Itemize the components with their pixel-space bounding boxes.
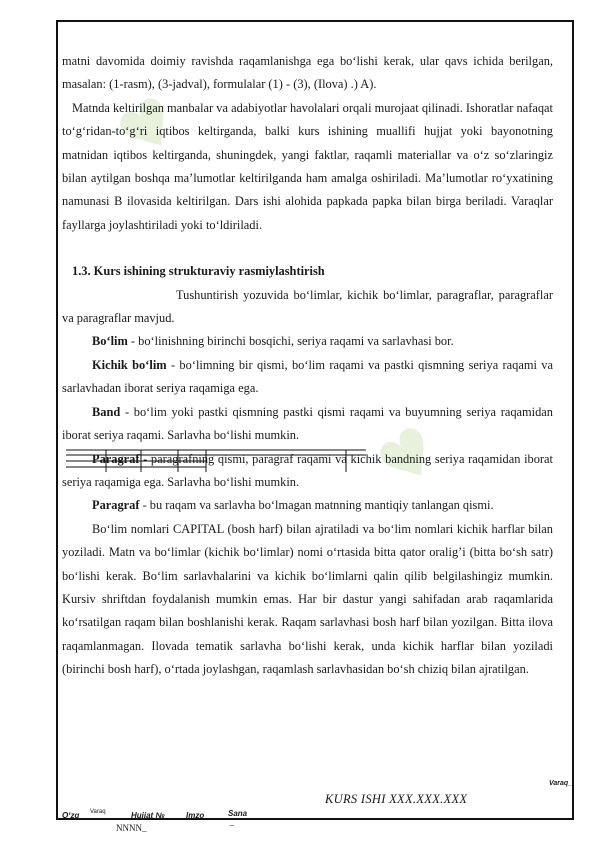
term-paragraf-1: Paragraf bbox=[92, 451, 140, 466]
label-ozg: O‘zg bbox=[62, 811, 80, 820]
text-paragraf-2: - bu raqam va sarlavha bo‘lmagan matnning mantiqiy tanlangan qismi. bbox=[139, 498, 494, 513]
watermark-mid: ♥ bbox=[364, 409, 458, 505]
label-hujjat: Hujjat № bbox=[131, 811, 165, 820]
stamp-grid-lines bbox=[66, 444, 366, 474]
paragraph-3: Tushuntirish yozuvida bo‘limlar, kichik bo‘limlar, paragraflar, paragraflar va paragraflar mavjud. bbox=[62, 287, 553, 326]
document-body bbox=[62, 50, 553, 682]
watermark-top: ♥ bbox=[104, 79, 198, 175]
label-nnnn: NNNN_ bbox=[116, 823, 147, 833]
term-band: Band bbox=[92, 404, 121, 419]
paragraph-paragraf-2 bbox=[62, 494, 553, 517]
paragraph-2: Matnda keltirilgan manbalar va adabiyotlar havolalari orqali murojaat qilinadi. Ishoratlar nafaqat to‘g‘ridan-to‘g‘ri iqtibos keltirganda, balki kurs ishining muallifi hujjat yoki bayonotning matnidan iqtibos keltirganda, shuningdek, yangi faktlar, raqamli materiallar va o‘z so‘zlaringiz bilan aytilgan boshqa ma’lumotlar keltirilganda ham amalga oshiriladi. Ma’lumotlar ro‘yxatining namunasi B ilovasida keltirilgan. Dars ishi alohida papkada papka bilan birga beriladi. Varaqlar fayllarga joylashtiriladi yoki to‘ldiriladi. bbox=[62, 100, 553, 232]
label-sana: Sana bbox=[228, 809, 248, 818]
term-paragraf-2: Paragraf bbox=[92, 498, 140, 513]
section-heading: 1.3. Kurs ishining strukturaviy rasmiylashtirish bbox=[72, 264, 325, 279]
paragraph-band bbox=[62, 401, 553, 448]
paragraph-final: Bo‘lim nomlari CAPITAL (bosh harf) bilan ajratiladi va bo‘lim nomlari kichik harflar bilan yoziladi. Matn va bo‘limlar (kichik bo‘limlar) nomi o‘rtasida bitta qator oralig’i (bitta bo‘sh satr) bo‘lishi kerak. Bo‘lim sarlavhalarini va kichik bo‘limlarni qalin qilib belgilashingiz mumkin. Kursiv shriftdan foydalanish mumkin emas. Har bir dastur yangi sahifadan arab raqamlarida ko‘rsatilgan raqam bilan boshlanishi kerak. Raqam sarlavhasi bosh harf bilan yozilgan. Bitta ilova raqamlanmagan. Ilovada tematik sarlavha bo‘lishi kerak, unda kichik harflar bilan yoziladi (birinchi bosh harf), o‘rtada joylashgan, raqamlash sarlavhasidan bo‘sh chiziq bilan ajratilgan. bbox=[62, 521, 553, 677]
label-varaq: Varaq bbox=[90, 809, 106, 815]
sheet-label-right: Varaq_ bbox=[549, 780, 573, 787]
paragraph-bolim bbox=[62, 330, 553, 353]
spacer bbox=[62, 237, 553, 260]
term-bolim: Bo‘lim bbox=[92, 334, 128, 349]
paragraph-kichik-bolim bbox=[62, 354, 553, 401]
text-band: - bo‘lim yoki pastki qismning pastki qismi raqami va buyumning seriya raqamidan iborat seriya raqami. Sarlavha bo‘lishi mumkin. bbox=[62, 404, 553, 443]
text-kichik-bolim: - bo‘limning bir qismi, bo‘lim raqami va pastki qismning seriya raqami va sarlavhadan iborat seriya raqamiga ega. bbox=[62, 357, 554, 396]
label-sana-dash: _ bbox=[230, 819, 234, 826]
footer-title: KURS ISHI XXX.XXX.XXX bbox=[325, 792, 468, 806]
text-bolim: - bo‘linishning birinchi bosqichi, seriya raqami va sarlavhasi bor. bbox=[127, 334, 454, 349]
label-imzo: Imzo_ bbox=[186, 811, 209, 820]
term-kichik-bolim: Kichik bo‘lim bbox=[92, 357, 167, 372]
paragraph-1: matni davomida doimiy ravishda raqamlanishga ega bo‘lishi kerak, ular qavs ichida berilgan, masalan: (1-rasm), (3-jadval), formulalar (1) - (3), (Ilova) .) A). bbox=[62, 54, 553, 92]
text-paragraf-1: - paragrafning qismi, paragraf raqami va kichik bandning seriya raqamidan iborat seriya raqamiga ega. Sarlavha bo‘lishi mumkin. bbox=[62, 451, 553, 489]
